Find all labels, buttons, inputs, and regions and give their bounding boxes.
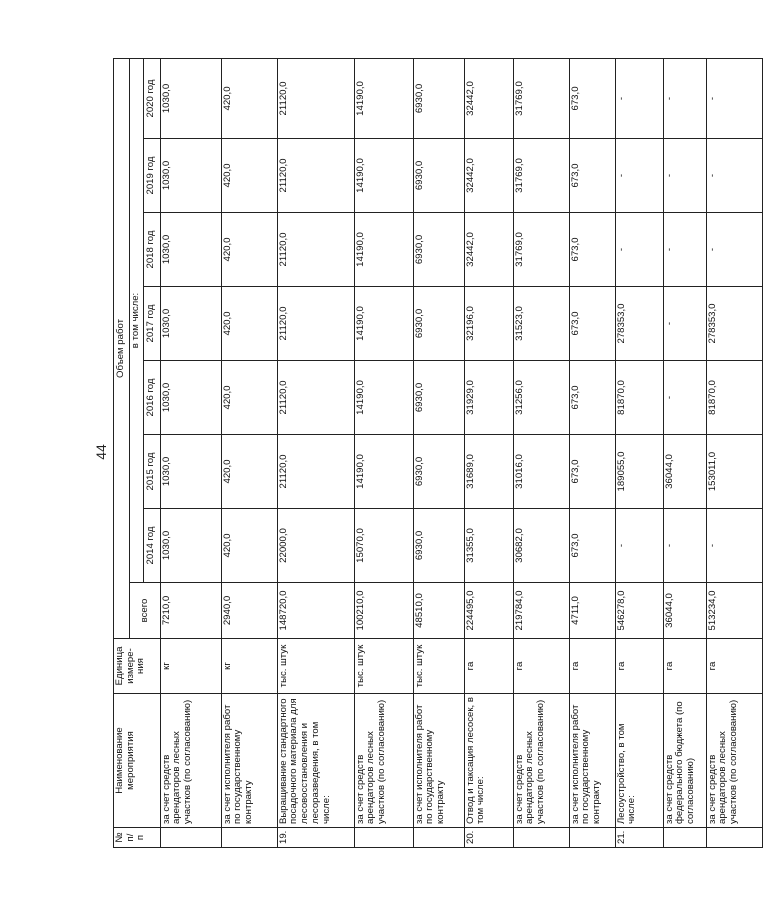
header-year: 2017 год xyxy=(143,287,160,361)
row-year-value: 15070,0 xyxy=(354,509,413,583)
row-year-value: 420,0 xyxy=(221,139,277,213)
row-year-value: 1030,0 xyxy=(160,213,221,287)
row-year-value: 14190,0 xyxy=(354,435,413,509)
row-year-value: 673,0 xyxy=(569,435,615,509)
row-unit: тыс. штук xyxy=(413,639,464,694)
row-year-value: 6930,0 xyxy=(413,509,464,583)
row-total: 2940,0 xyxy=(221,583,277,639)
row-year-value: 31016,0 xyxy=(513,435,569,509)
row-unit: кг xyxy=(160,639,221,694)
table-row xyxy=(354,58,413,847)
row-unit: кг xyxy=(221,639,277,694)
row-name: за счет исполнителя работ по государственному контракту xyxy=(569,694,615,828)
row-year-value: - xyxy=(706,139,762,213)
row-year-value: 21120,0 xyxy=(277,213,354,287)
header-year: 2016 год xyxy=(143,361,160,435)
row-year-value: 673,0 xyxy=(569,139,615,213)
row-total: 148720,0 xyxy=(277,583,354,639)
row-year-value: 420,0 xyxy=(221,287,277,361)
header-year: 2014 год xyxy=(143,509,160,583)
header-num: № п/п xyxy=(114,828,161,848)
page-number: 44 xyxy=(93,444,109,460)
row-year-value: 31256,0 xyxy=(513,361,569,435)
table-row xyxy=(160,58,221,847)
row-year-value: - xyxy=(706,509,762,583)
row-year-value: 1030,0 xyxy=(160,509,221,583)
row-year-value: 30682,0 xyxy=(513,509,569,583)
row-year-value: 189055,0 xyxy=(615,435,663,509)
row-year-value: 420,0 xyxy=(221,213,277,287)
row-number: 21. xyxy=(615,828,663,848)
row-year-value: 1030,0 xyxy=(160,58,221,138)
row-year-value: 32442,0 xyxy=(464,139,513,213)
row-year-value: 6930,0 xyxy=(413,435,464,509)
header-year: 2020 год xyxy=(143,58,160,138)
row-year-value: 14190,0 xyxy=(354,287,413,361)
row-total: 100210,0 xyxy=(354,583,413,639)
row-year-value: 31769,0 xyxy=(513,213,569,287)
row-year-value: 673,0 xyxy=(569,287,615,361)
row-year-value: - xyxy=(663,287,706,361)
row-total: 513234,0 xyxy=(706,583,762,639)
row-number xyxy=(569,828,615,848)
row-year-value: 31769,0 xyxy=(513,58,569,138)
row-year-value: 31689,0 xyxy=(464,435,513,509)
row-name: Лесоустройство, в том числе: xyxy=(615,694,663,828)
row-year-value: 278353,0 xyxy=(615,287,663,361)
header-year: 2015 год xyxy=(143,435,160,509)
header-including: в том числе: xyxy=(130,58,144,582)
row-year-value: - xyxy=(615,509,663,583)
row-year-value: 31523,0 xyxy=(513,287,569,361)
row-year-value: 21120,0 xyxy=(277,287,354,361)
row-name: Выращивание стандартного посадочного материала для лесовосстановления и лесоразведения, в том числе: xyxy=(277,694,354,828)
row-year-value: 1030,0 xyxy=(160,435,221,509)
row-year-value: - xyxy=(706,58,762,138)
row-year-value: 21120,0 xyxy=(277,361,354,435)
row-year-value: 14190,0 xyxy=(354,139,413,213)
row-year-value: - xyxy=(663,361,706,435)
row-name: за счет средств арендаторов лесных участков (по согласованию) xyxy=(354,694,413,828)
row-year-value: 14190,0 xyxy=(354,213,413,287)
row-name: за счет средств арендаторов лесных участков (по согласованию) xyxy=(160,694,221,828)
row-year-value: 673,0 xyxy=(569,58,615,138)
row-year-value: 81870,0 xyxy=(706,361,762,435)
row-number: 20. xyxy=(464,828,513,848)
row-year-value: 21120,0 xyxy=(277,435,354,509)
row-name: Отвод и таксация лесосек, в том числе: xyxy=(464,694,513,828)
row-year-value: 153011,0 xyxy=(706,435,762,509)
header-year: 2019 год xyxy=(143,139,160,213)
row-unit: га xyxy=(615,639,663,694)
row-year-value: - xyxy=(615,213,663,287)
row-number xyxy=(706,828,762,848)
row-unit: га xyxy=(706,639,762,694)
row-unit: га xyxy=(464,639,513,694)
row-year-value: 21120,0 xyxy=(277,139,354,213)
row-year-value: - xyxy=(663,213,706,287)
table-body xyxy=(160,58,762,847)
row-unit: га xyxy=(663,639,706,694)
row-total: 48510,0 xyxy=(413,583,464,639)
row-name: за счет исполнителя работ по государственному контракту xyxy=(413,694,464,828)
row-year-value: 1030,0 xyxy=(160,139,221,213)
row-year-value: 32196,0 xyxy=(464,287,513,361)
row-year-value: - xyxy=(663,509,706,583)
table-row xyxy=(706,58,762,847)
row-total: 36044,0 xyxy=(663,583,706,639)
header-name: Наименование мероприятия xyxy=(114,694,161,828)
row-year-value: - xyxy=(663,58,706,138)
header-year: 2018 год xyxy=(143,213,160,287)
table-row xyxy=(277,58,354,847)
row-unit: тыс. штук xyxy=(354,639,413,694)
table-row xyxy=(413,58,464,847)
table-row xyxy=(221,58,277,847)
row-year-value: 6930,0 xyxy=(413,287,464,361)
table-row xyxy=(569,58,615,847)
row-total: 219784,0 xyxy=(513,583,569,639)
row-unit: га xyxy=(569,639,615,694)
header-unit: Единица измере-ния xyxy=(114,639,161,694)
row-year-value: 420,0 xyxy=(221,509,277,583)
row-name: за счет исполнителя работ по государственному контракту xyxy=(221,694,277,828)
row-total: 224495,0 xyxy=(464,583,513,639)
row-number xyxy=(354,828,413,848)
row-number xyxy=(221,828,277,848)
row-year-value: 673,0 xyxy=(569,213,615,287)
row-year-value: - xyxy=(615,139,663,213)
row-number xyxy=(513,828,569,848)
row-year-value: 21120,0 xyxy=(277,58,354,138)
row-year-value: 31929,0 xyxy=(464,361,513,435)
row-year-value: 1030,0 xyxy=(160,287,221,361)
row-unit: тыс. штук xyxy=(277,639,354,694)
row-year-value: 22000,0 xyxy=(277,509,354,583)
row-number xyxy=(160,828,221,848)
row-year-value: 36044,0 xyxy=(663,435,706,509)
row-year-value: 14190,0 xyxy=(354,58,413,138)
row-name: за счет средств федерального бюджета (по согласованию) xyxy=(663,694,706,828)
row-year-value: 673,0 xyxy=(569,509,615,583)
row-year-value: - xyxy=(663,139,706,213)
row-total: 546278,0 xyxy=(615,583,663,639)
row-year-value: 81870,0 xyxy=(615,361,663,435)
row-year-value: - xyxy=(706,213,762,287)
row-year-value: 6930,0 xyxy=(413,139,464,213)
row-name: за счет средств арендаторов лесных участков (по согласованию) xyxy=(513,694,569,828)
rotated-table-wrapper xyxy=(113,59,740,848)
row-number: 19. xyxy=(277,828,354,848)
row-year-value: 6930,0 xyxy=(413,361,464,435)
row-name: за счет средств арендаторов лесных участков (по согласованию) xyxy=(706,694,762,828)
table-row xyxy=(663,58,706,847)
row-year-value: 673,0 xyxy=(569,361,615,435)
row-year-value: 14190,0 xyxy=(354,361,413,435)
row-year-value: 32442,0 xyxy=(464,58,513,138)
row-total: 4711,0 xyxy=(569,583,615,639)
row-year-value: - xyxy=(615,58,663,138)
row-year-value: 1030,0 xyxy=(160,361,221,435)
row-year-value: 420,0 xyxy=(221,435,277,509)
header-total: всего xyxy=(130,583,161,639)
row-year-value: 31355,0 xyxy=(464,509,513,583)
row-total: 7210,0 xyxy=(160,583,221,639)
row-year-value: 6930,0 xyxy=(413,58,464,138)
row-year-value: 420,0 xyxy=(221,361,277,435)
row-year-value: 32442,0 xyxy=(464,213,513,287)
works-volume-table xyxy=(113,58,763,848)
row-year-value: 6930,0 xyxy=(413,213,464,287)
row-year-value: 420,0 xyxy=(221,58,277,138)
row-year-value: 278353,0 xyxy=(706,287,762,361)
header-volume: Объем работ xyxy=(114,58,130,638)
row-number xyxy=(663,828,706,848)
table-row xyxy=(615,58,663,847)
table-row xyxy=(464,58,513,847)
row-year-value: 31769,0 xyxy=(513,139,569,213)
row-unit: га xyxy=(513,639,569,694)
table-row xyxy=(513,58,569,847)
row-number xyxy=(413,828,464,848)
